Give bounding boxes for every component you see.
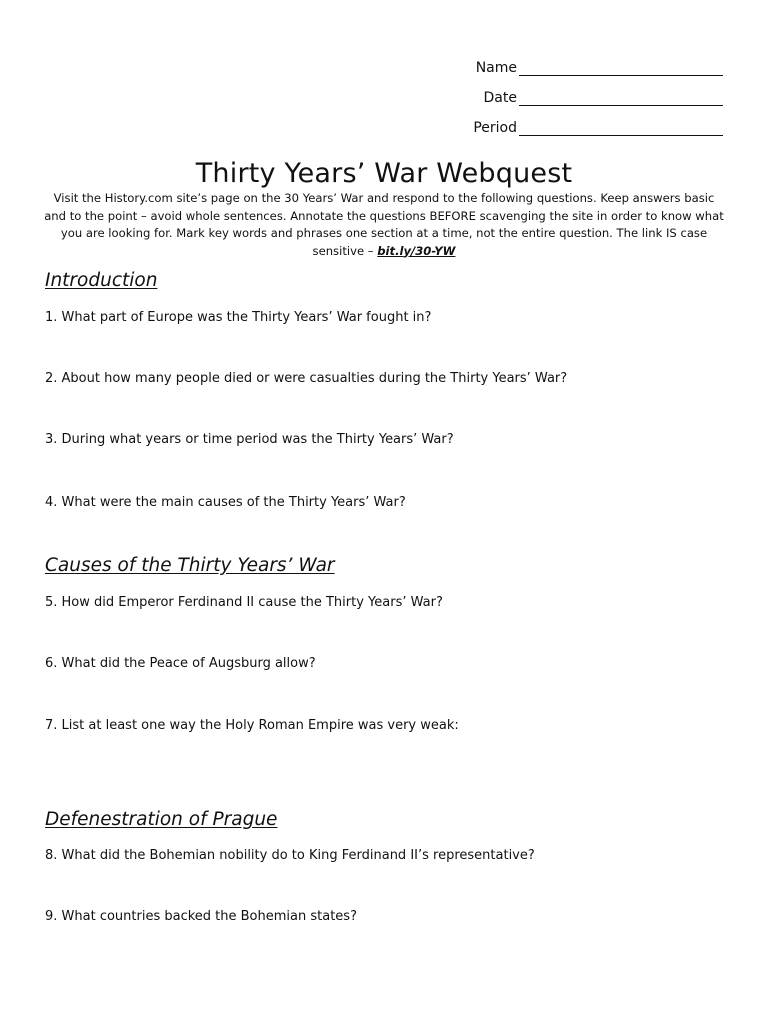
period-label: Period bbox=[473, 120, 517, 136]
instructions-text: Visit the History.com site’s page on the 30 Years’ War and respond to the following questions. Keep answers basic and to the point – avoid whole sentences. Annotate the questions BEFORE scavenging the site in order to know what you are looking for. Mark key words and phrases one section at a time, not the entire question. The link IS case sensitive – bbox=[44, 191, 724, 258]
date-blank-line[interactable] bbox=[519, 90, 723, 106]
question-7: 7. List at least one way the Holy Roman Empire was very weak: bbox=[45, 718, 459, 733]
name-field-row bbox=[463, 46, 723, 76]
question-2: 2. About how many people died or were casualties during the Thirty Years’ War? bbox=[45, 371, 568, 386]
student-info-fields bbox=[463, 46, 723, 136]
question-5: 5. How did Emperor Ferdinand II cause the Thirty Years’ War? bbox=[45, 595, 443, 610]
period-blank-line[interactable] bbox=[519, 120, 723, 136]
date-label: Date bbox=[483, 90, 517, 106]
webquest-link[interactable]: bit.ly/30-YW bbox=[377, 243, 456, 258]
question-9: 9. What countries backed the Bohemian states? bbox=[45, 909, 357, 924]
question-8: 8. What did the Bohemian nobility do to King Ferdinand II’s representative? bbox=[45, 848, 535, 863]
section-heading-introduction: Introduction bbox=[45, 270, 158, 291]
date-field-row bbox=[463, 76, 723, 106]
period-field-row bbox=[463, 106, 723, 136]
name-label: Name bbox=[475, 60, 517, 76]
section-heading-defenestration: Defenestration of Prague bbox=[45, 809, 278, 830]
question-3: 3. During what years or time period was the Thirty Years’ War? bbox=[45, 432, 454, 447]
name-blank-line[interactable] bbox=[519, 60, 723, 76]
question-1: 1. What part of Europe was the Thirty Years’ War fought in? bbox=[45, 310, 432, 325]
section-heading-causes: Causes of the Thirty Years’ War bbox=[45, 555, 335, 576]
question-4: 4. What were the main causes of the Thirty Years’ War? bbox=[45, 495, 406, 510]
question-6: 6. What did the Peace of Augsburg allow? bbox=[45, 656, 316, 671]
instructions-paragraph bbox=[44, 190, 724, 260]
page-title: Thirty Years’ War Webquest bbox=[195, 158, 573, 190]
